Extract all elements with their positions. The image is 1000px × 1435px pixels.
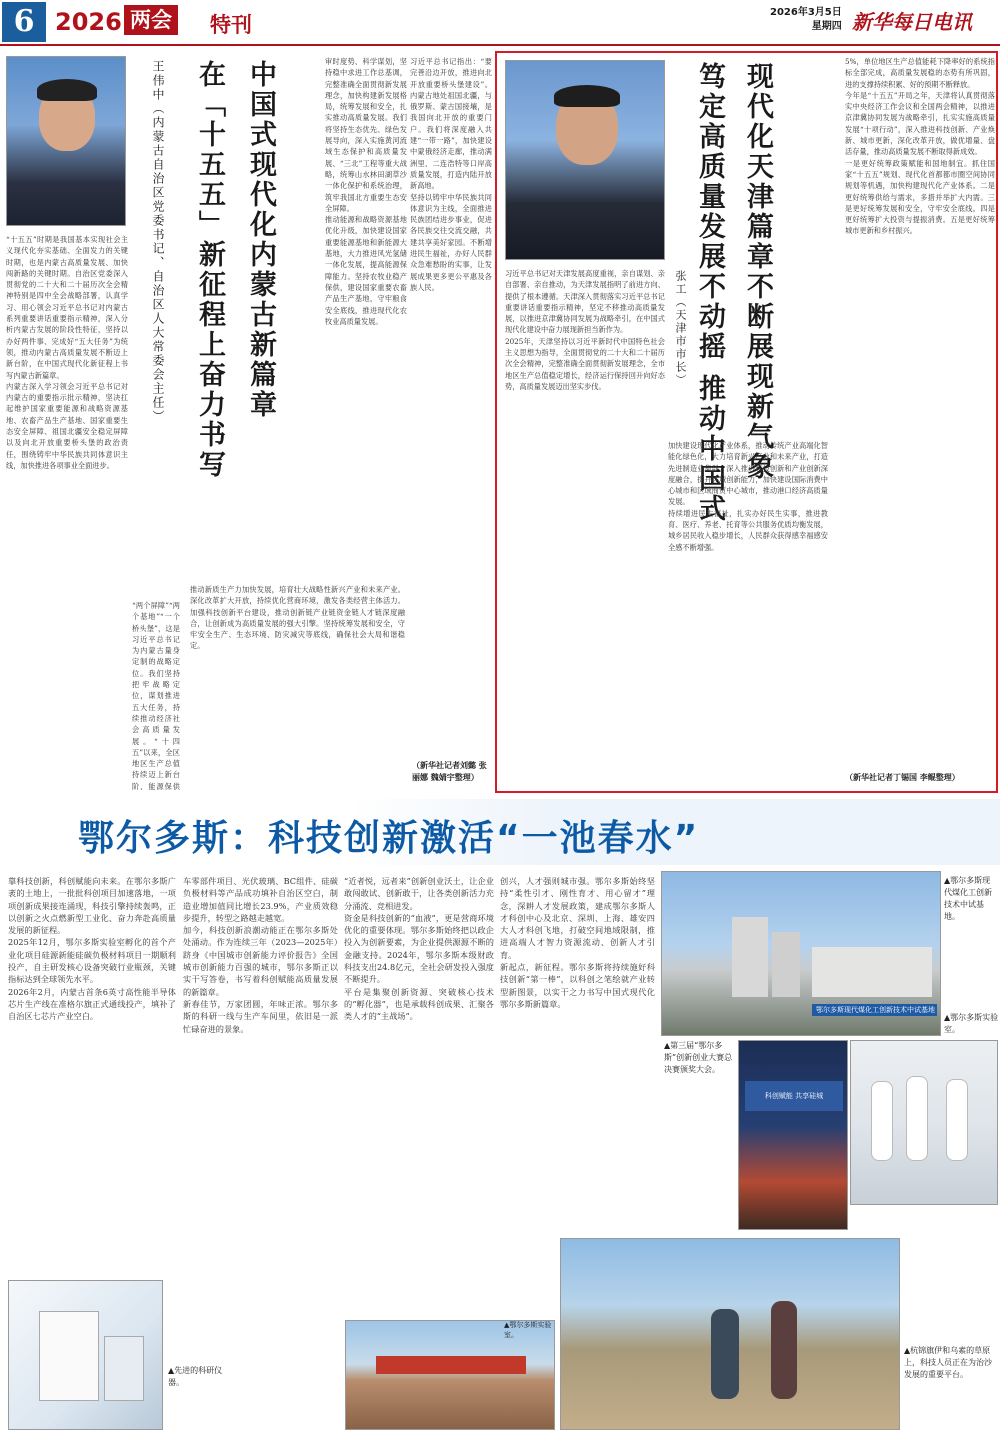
lianghui-badge: 两会 xyxy=(124,5,178,35)
article2-col2: 加快建设现代化产业体系，推动传统产业高端化智能化绿色化，大力培育新兴产业和未来产业，打造先进制造业集群。深入推进科技创新和产业创新深度融合，提升区域创新能力，加快建设国际消费中心城市和区域商贸中心城市，推动港口经济高质量发展。 持续增进民生福祉，扎实办好民生实事，推进教育、医疗、养老、托育等公共服务优质均衡发展，城乡居民收入稳步增长，人民群众获得感幸福感安全感不断增强。 xyxy=(668,441,828,552)
photo-coal-chemical-base xyxy=(661,871,941,1036)
feature-banner xyxy=(0,799,1000,865)
article2-title-line2: 笃定高质量发展不动摇 推动中国式 xyxy=(694,62,725,525)
feature-col1: 靠科技创新，科创赋能向未来。在鄂尔多斯广袤的土地上，一批批科创项目加速落地，一项项创新成果接连涌现，科技引擎持续轰鸣，正以创新之火点燃新型工业化、奋力奔赴高质量发展的新征程。 2025年12月，鄂尔多斯实验室孵化的首个产业化项目硅源新能硅碳负极材料项目一期顺利投产，自主研发核心设备突破行业瓶颈，关键指标达到全球领先水平。 2026年2月，内蒙古首条6英寸高性能半导体芯片生产线在准格尔旗正式通线投产，填补了自治区七芯片产业空白。 xyxy=(8,876,176,1022)
caption-award: ▲第三届“鄂尔多斯”创新创业大赛总决赛颁奖大会。 xyxy=(664,1041,733,1074)
year-label: 2026 xyxy=(55,8,122,36)
article1-signature: （新华社记者刘懿 张丽娜 魏婧宇整理） xyxy=(412,761,487,782)
article2-title-line1: 现代化天津篇章不断展现新气象 xyxy=(742,62,773,482)
page-header xyxy=(0,0,1000,46)
article2-col3: 5%，单位地区生产总值能耗下降率好的系统指标全部完成，高质量发展稳的态势有所巩固，进的支撑持续积累、好的预期不断释放。 今年是“十五五”开局之年，天津将认真贯彻落实中央经济工作会议和全国两会精神，以推进京津冀协同发展为战略牵引，扎实实施高质量发展“十项行动”，深入推进科技创新、产业焕新、城市更新，深化改革开放，做优增量、盘活存量，推动高质量发展不断取得新成效。 一是更好统筹政策赋能和国地制宜。抓住国家“十五五”规划、现代化首都都市圈空间协同规划等机遇，加快构建现代化产业体系。二是更好统筹供给与需求，多措并举扩大内需。三是更好统筹发展和安全，守牢安全底线。四是更好统筹扩大投资与提振消费。五是更好统筹城市更新和乡村振兴。 xyxy=(845,57,995,236)
article2-col1: 习近平总书记对天津发展高度重视，亲自谋划、亲自部署、亲自推动，为天津发展指明了前进方向、提供了根本遵循。天津深入贯彻落实习近平总书记重要讲话重要指示精神，坚定不移推动高质量发展，以推进京津冀协同发展为战略牵引，在中国式现代化建设中奋力展现新担当新作为。 2025年，天津坚持以习近平新时代中国特色社会主义思想为指导，全面贯彻党的二十大和二十届历次全会精神，完整准确全面贯彻新发展理念，全市地区生产总值稳定增长，经济运行保持回升向好态势，高质量发展迈出坚实步伐。 xyxy=(505,269,665,391)
article1-title-line1: 中国式现代化内蒙古新篇章 xyxy=(245,60,276,420)
article1-col-r2: 习近平总书记指出：“要完善沿边开放，推进向北开放重要桥头堡建设”。内蒙古地处祖国北疆，与俄罗斯、蒙古国接壤，是我国向北开放的重要门户。我们将深度融入共建“一带一路”，加快建设中蒙俄经济走廊，推动满洲里、二连浩特等口岸高质量发展，打造内陆开放新高地。 坚持以铸牢中华民族共同体意识为主线，全面推进民族团结进步事业，促进各民族交往交流交融，共建共享美好家园。不断增进民生福祉，办好人民群众急难愁盼的实事，让发展成果更多更公平惠及各族人民。 xyxy=(410,57,492,292)
caption-coal-base: ▲鄂尔多斯现代煤化工创新技术中试基地。 xyxy=(944,876,992,921)
feature-title: 鄂尔多斯：科技创新激活“一池春水” xyxy=(78,818,700,859)
article1-col-r1: 审时度势、科学谋划，坚持稳中求进工作总基调，完整准确全面贯彻新发展理念，加快构建新发展格局，统筹发展和安全，扎实推动高质量发展。我们将坚持生态优先、绿色发展导向，深入实施黄河流域生态保护和高质量发展、“三北”工程等重大战略，统筹山水林田湖草沙一体化保护和系统治理，筑牢我国北方重要生态安全屏障。 推动能源和战略资源基地优化升级，加快建设国家重要能源基地和新能源大基地，大力推进风光氢储一体化发展，提高能源保障能力。坚持农牧业稳产保供，建设国家重要农畜产品生产基地，守牢粮食安全底线，推进现代化农牧业高质量发展。 xyxy=(325,57,407,326)
article1-author: 王伟中（内蒙古自治区党委书记、自治区人大常委会主任） xyxy=(151,60,165,424)
issue-date: 2026年3月5日 星期四 xyxy=(770,7,842,32)
caption-lab-building: ▲鄂尔多斯实验室。 xyxy=(504,1321,552,1339)
photo-grassland-sand-control xyxy=(560,1238,900,1430)
page-number: 6 xyxy=(2,2,46,42)
article2-author: 张工（天津市市长） xyxy=(674,270,687,387)
newspaper-brand: 新华每日电讯 xyxy=(852,10,972,34)
author-photo-zhang xyxy=(505,60,665,260)
building-sign: 鄂尔多斯现代煤化工创新技术中试基地 xyxy=(812,1004,937,1016)
article1-col-bottom: 推动新质生产力加快发展，培育壮大战略性新兴产业和未来产业。深化改革扩大开放，持续优化营商环境，激发各类经营主体活力。加强科技创新平台建设，推动创新链产业链资金链人才链深度融合，让创新成为高质量发展的强大引擎。坚持统筹发展和安全，守牢安全生产、生态环境、防灾减灾等底线，确保社会大局和谐稳定。 xyxy=(190,585,405,651)
article1-col-left: “十五五”时期是我国基本实现社会主义现代化夯实基础、全面发力的关键时期，也是内蒙古高质量发展、加快闯新路的关键时期。自治区党委深入贯彻党的二十大和二十届历次全会精神特别是四中全会战略部署，认真学习、用心领会习近平总书记对内蒙古系列重要讲话重要指示精神，深入分析内蒙古发展的阶段性特征，坚持以办好两件事、完成好“五大任务”为统领，推动内蒙古高质量发展不断迈上新台阶，在中国式现代化新征程上书写内蒙古新篇章。 内蒙古深入学习领会习近平总书记对内蒙古的重要指示批示精神，坚决扛起维护国家重要能源和战略资源基地、农畜产品生产基地、国家重要生态安全屏障、祖国北疆安全稳定屏障以及向北开放重要桥头堡的政治责任，围绕铸牢中华民族共同体意识主线，加快推进各项事业全面进步。 xyxy=(6,235,128,470)
photo-lab-researchers xyxy=(850,1040,998,1205)
caption-instrument: ▲先进的科研仪器。 xyxy=(168,1366,223,1387)
photo-award-stage xyxy=(738,1040,848,1230)
feature-col2: 车零部件项目、光伏玻璃、BC组件、硅碳负极材料等产品成功填补自治区空白，制造业增加值同比增长23.9%，产业质效稳步提升，转型之路越走越宽。 加今，科技创新浪潮动能正在鄂尔多斯处处涌动。作为连续三年（2023—2025年）跻身《中国城市创新能力评价报告》全国城市创新能力百强的城市，鄂尔多斯正以实干写答卷，书写着科创赋能高质量发展的新篇章。 新春佳节，万家团圆，年味正浓。鄂尔多斯的科研一线与生产车间里，依旧是一派忙碌奋进的景象。 xyxy=(183,876,338,1034)
article2-signature: （新华社记者丁锡国 李鲲整理） xyxy=(845,773,960,782)
award-screen: 科创赋能 共享硅城 xyxy=(745,1081,843,1111)
feature-col3: “近者悦，远者来”创新创业沃土，让企业敢闯敢试、创新敢干，让各类创新活力充分涌流、竞相进发。 资金是科技创新的“血液”，更是营商环境优化的重要体现。鄂尔多斯始终把以政企投入为创新要素，为企业提供源源不断的金融支持。2024年，鄂尔多斯本级财政科技支出24.8亿元，全社会研发投入强度不断提升。 平台是集聚创新资源、突破核心技术的“孵化器”，也是承载科创成果、汇聚各类人才的“主战场”。 xyxy=(344,876,494,1022)
author-photo-wang xyxy=(6,56,126,226)
article1-title-line2: 在「十五五」新征程上奋力书写 xyxy=(194,60,225,480)
tekan-label: 特刊 xyxy=(210,12,252,37)
photo-scientific-instrument xyxy=(8,1280,163,1430)
caption-lab: ▲鄂尔多斯实验室。 xyxy=(944,1013,999,1034)
article1-col-mid: “两个屏障”“两个基地”“一个桥头堡”，这是习近平总书记为内蒙古量身定制的战略定位。我们坚持把牢战略定位，谋划推进五大任务，持续推动经济社会高质量发展。“十四五”以来，全区地区生产总值持续迈上新台阶，能源保供 xyxy=(132,601,180,790)
caption-grassland: ▲杭锦旗伊和乌素的草原上，科技人员正在为治沙发展的重要平台。 xyxy=(904,1346,992,1379)
feature-col4: 创兴，人才强则城市强。鄂尔多斯始终坚持“柔性引才、刚性育才、用心留才”理念，深耕人才发展政策，建成鄂尔多斯人才科创中心及北京、深圳、上海、雄安四大人才科创飞地，打破空间地域限制，推进高端人才智力资源流动、创新人才引育。 新起点，新征程。鄂尔多斯将持续施好科技创新“第一棒”，以科创之笔绘就产业转型新图景，以实干之力书写中国式现代化鄂尔多斯新篇章。 xyxy=(500,876,655,1009)
